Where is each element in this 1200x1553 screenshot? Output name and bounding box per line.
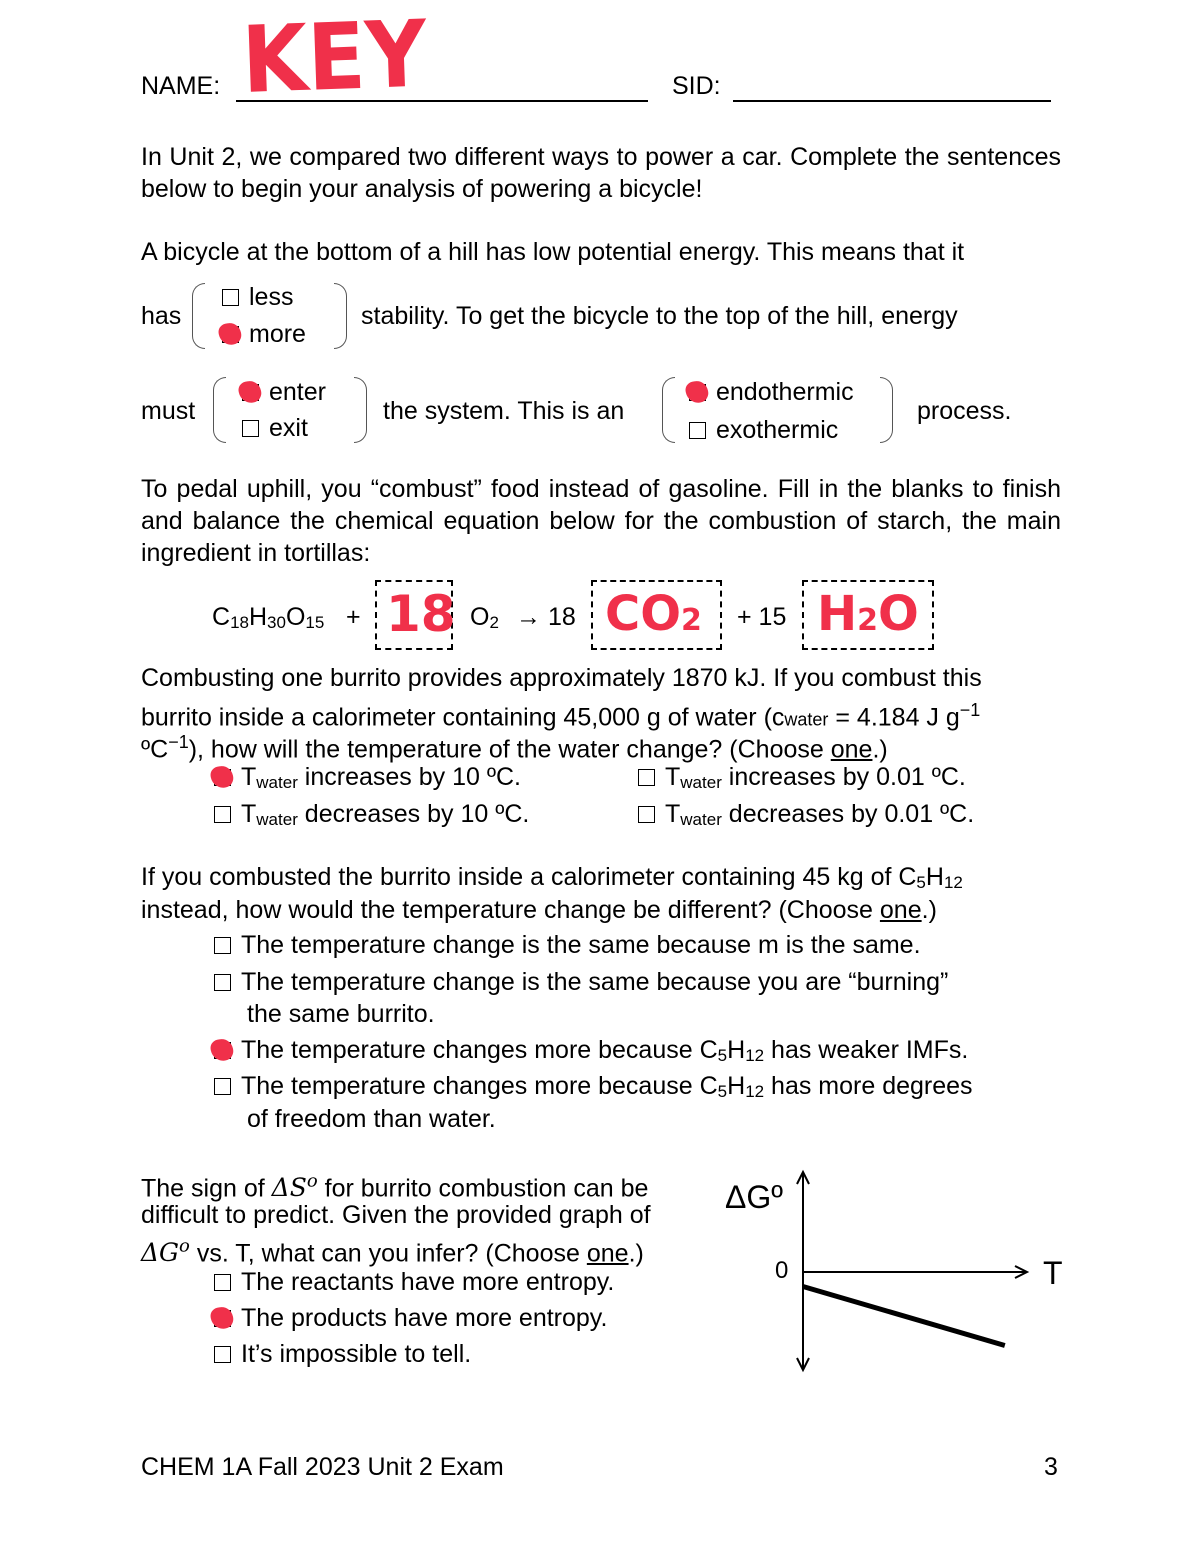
q1-after-enter: the system. This is an <box>383 397 625 425</box>
checkbox-q4-4[interactable] <box>214 1078 231 1095</box>
q3-option-4[interactable]: $T_{water}$ decreases by 0.01 ºC. <box>638 798 974 836</box>
q5-option-2[interactable]: The products have more entropy. <box>214 1302 607 1334</box>
intro-text: In Unit 2, we compared two different ways to power a car. Complete the sentences below to begin your analysis of powering a bicycle! <box>141 143 1061 203</box>
marked-answer <box>209 1037 235 1063</box>
marked-answer <box>209 1305 235 1331</box>
checkbox-q4-3[interactable] <box>214 1042 231 1059</box>
footer-page-number: 3 <box>1044 1453 1058 1481</box>
q1-process: process. <box>917 397 1012 425</box>
q4-option-2-cont: the same burrito. <box>247 1000 435 1028</box>
q4-option-4-cont: of freedom than water. <box>247 1105 496 1133</box>
q1-option-less[interactable]: less <box>222 281 293 313</box>
q5-line1: The sign of $\Delta S^o$ for burrito combustion can be <box>141 1171 649 1203</box>
q1-paren-left <box>192 283 205 349</box>
checkbox-q5-3[interactable] <box>214 1346 231 1363</box>
q5-option-1[interactable]: The reactants have more entropy. <box>214 1266 614 1298</box>
q4-line2: instead, how would the temperature change be different? (Choose one.) <box>141 896 937 924</box>
q5-option-3[interactable]: It’s impossible to tell. <box>214 1338 471 1370</box>
equation-plus-15: + 15 <box>737 603 787 631</box>
sid-label: SID: <box>672 72 721 100</box>
q3-option-3[interactable]: $T_{water}$ decreases by 10 ºC. <box>214 798 529 836</box>
q3-line3: ºC$^{-1}$), how will the temperature of the water change? (Choose one.) <box>141 732 888 764</box>
q4-option-3[interactable]: The temperature changes more because $C_5H_{12}$ has weaker IMFs. <box>214 1034 968 1072</box>
sid-line <box>733 100 1051 102</box>
checkbox-q3-4[interactable] <box>638 806 655 823</box>
answer-co2: CO2 <box>605 586 702 642</box>
marked-answer <box>684 379 710 405</box>
checkbox-enter[interactable] <box>242 384 259 401</box>
equation-plus-1: + <box>346 603 361 631</box>
q4-option-2[interactable]: The temperature change is the same because you are “burning” <box>214 966 948 998</box>
checkbox-q4-2[interactable] <box>214 974 231 991</box>
checkbox-q5-1[interactable] <box>214 1274 231 1291</box>
footer-exam-title: CHEM 1A Fall 2023 Unit 2 Exam <box>141 1453 504 1481</box>
checkbox-more[interactable] <box>222 326 239 343</box>
delta-g-vs-t-graph <box>715 1160 1075 1385</box>
q5-line2: difficult to predict. Given the provided graph of <box>141 1201 651 1229</box>
q3-line2: burrito inside a calorimeter containing 45,000 g of water (cwater = 4.184 J $g^{-1}$ <box>141 700 981 732</box>
checkbox-exothermic[interactable] <box>689 422 706 439</box>
series-line-delta-g <box>803 1287 1005 1346</box>
q3-option-2[interactable]: $T_{water}$ increases by 0.01 ºC. <box>638 761 966 799</box>
q1-must: must <box>141 397 196 425</box>
checkbox-q3-2[interactable] <box>638 769 655 786</box>
marked-answer <box>217 321 243 347</box>
q1-option-exit[interactable]: exit <box>242 412 308 444</box>
name-label: NAME: <box>141 72 221 100</box>
answer-h2o: H2O <box>817 586 919 642</box>
q1-after-stability: stability. To get the bicycle to the top of the hill, energy <box>361 302 958 330</box>
checkbox-exit[interactable] <box>242 420 259 437</box>
checkbox-less[interactable] <box>222 289 239 306</box>
q1-option-endothermic[interactable]: endothermic <box>689 376 854 408</box>
marked-answer <box>209 764 235 790</box>
q1-option-exothermic[interactable]: exothermic <box>689 414 838 446</box>
q5-line3: $\Delta G^o$ vs. T, what can you infer? (Choose one.) <box>141 1236 644 1268</box>
y-zero-label: 0 <box>775 1257 789 1284</box>
q1-has: has <box>141 302 182 330</box>
q4-option-1[interactable]: The temperature change is the same because m is the same. <box>214 929 921 961</box>
q2-text: To pedal uphill, you “combust” food instead of gasoline. Fill in the blanks to finish and balance the chemical equation below for the combustion of starch, the main ingredient in tortillas: <box>141 475 1061 567</box>
equation-o2: $O_2$ <box>470 603 499 632</box>
q1-paren-right-2 <box>354 377 367 443</box>
q1-paren-left-2 <box>213 377 226 443</box>
y-axis-label: ΔGº <box>725 1179 783 1215</box>
answer-o2-coefficient: 18 <box>386 585 456 643</box>
q3-line1: Combusting one burrito provides approximately 1870 kJ. If you combust this <box>141 664 982 692</box>
q3-option-1[interactable]: $T_{water}$ increases by 10 ºC. <box>214 761 521 799</box>
q1-paren-left-3 <box>662 377 675 443</box>
q1-sentence: A bicycle at the bottom of a hill has low potential energy. This means that it <box>141 238 965 266</box>
name-value: KEY <box>240 0 429 114</box>
checkbox-endothermic[interactable] <box>689 384 706 401</box>
checkbox-q5-2[interactable] <box>214 1310 231 1327</box>
marked-answer <box>237 379 263 405</box>
equation-reactant: $C_{18}H_{30}O_{15}$ <box>212 603 325 632</box>
q1-option-enter[interactable]: enter <box>242 376 326 408</box>
equation-arrow: → 18 <box>516 603 576 631</box>
checkbox-q4-1[interactable] <box>214 937 231 954</box>
checkbox-q3-3[interactable] <box>214 806 231 823</box>
q1-paren-right <box>334 283 347 349</box>
q4-option-4[interactable]: The temperature changes more because $C_5H_{12}$ has more degrees <box>214 1070 973 1108</box>
q1-option-more[interactable]: more <box>222 318 306 350</box>
checkbox-q3-1[interactable] <box>214 769 231 786</box>
q4-line1: If you combusted the burrito inside a calorimeter containing 45 kg of $C_5H_{12}$ <box>141 863 963 892</box>
x-axis-label: T <box>1043 1255 1063 1291</box>
q1-paren-right-3 <box>880 377 893 443</box>
